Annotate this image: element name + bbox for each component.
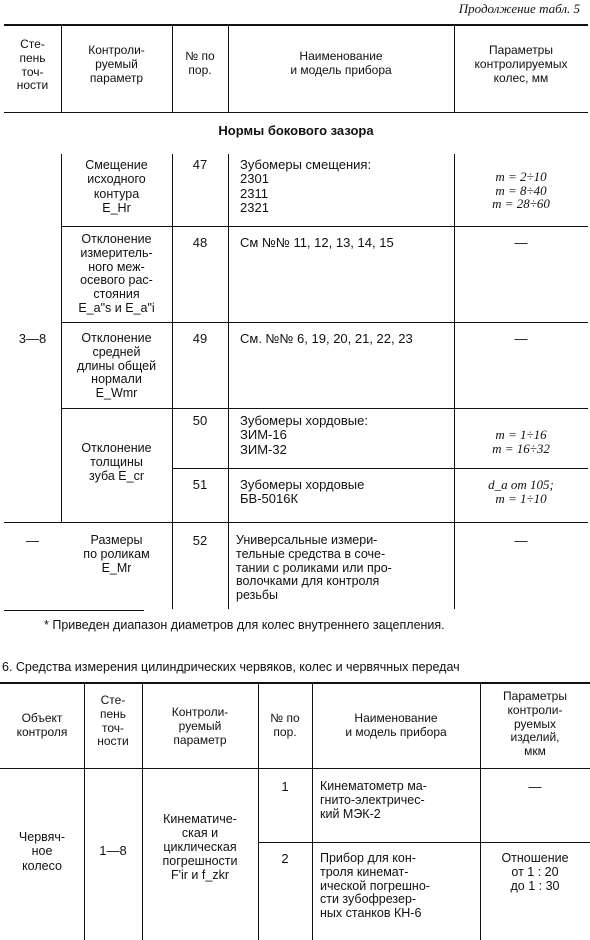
instrument-name: См. №№ 6, 19, 20, 21, 22, 23 (240, 331, 413, 346)
row-separator (61, 226, 588, 227)
table2-row-separator (258, 842, 590, 843)
instrument-name: Универсальные измери- тельные средства в соче- тании с роликами или про- волочками для контроля резьбы (236, 533, 392, 602)
table2-header-rule (0, 768, 590, 769)
degree-value: 3—8 (18, 331, 47, 346)
table1-header-params: Параметры контролируемых колес, мм (474, 43, 568, 85)
table2-header-param: Контроли- руемый параметр (171, 705, 229, 747)
table2-title: 6. Средства измерения цилиндрических червяков, колес и червячных передач (2, 660, 460, 674)
row-number: 51 (192, 477, 208, 492)
table2-header-name: Наименование и модель прибора (345, 711, 447, 739)
table2-header-params: Параметры контроли- руемых изделий, мкм (503, 689, 567, 759)
instrument-name: Зубомеры хордовые БВ-5016К (240, 477, 365, 507)
instrument-name: Прибор для кон- троля кинемат- ической погрешно- сти зубофрезер- ных станков КН-6 (320, 851, 430, 920)
table1-header-param: Контроли- руемый параметр (88, 43, 145, 85)
row-separator (4, 522, 588, 523)
row-number: 47 (192, 157, 208, 172)
row-number: 48 (192, 235, 208, 250)
instrument-params: d_a от 105; m = 1÷10 (488, 477, 554, 506)
table1-header-rule (4, 112, 588, 113)
section-title: Нормы бокового зазора (218, 123, 374, 138)
instrument-params: — (514, 331, 528, 346)
table1-header-number: № по пор. (185, 49, 215, 77)
param-text: Отклонение средней длины общей нормали E_Wmr (76, 331, 157, 400)
instrument-params: m = 2÷10 m = 8÷40 m = 28÷60 (492, 169, 550, 212)
param-text: Отклонение толщины зуба E_cr (81, 441, 152, 483)
instrument-name: Зубомеры смещения: 2301 2311 2321 (240, 157, 372, 215)
instrument-name: Кинематометр ма- гнито-электричес- кий МЭК-2 (320, 779, 427, 821)
degree-value: — (26, 533, 39, 548)
instrument-params: — (528, 779, 542, 794)
table2-header-object: Объект контроля (16, 711, 68, 739)
instrument-params: — (514, 533, 528, 548)
continuation-label: Продолжение табл. 5 (458, 1, 580, 16)
table2-header-degree: Сте- пень точ- ности (97, 693, 129, 749)
table1-body-vline (228, 154, 229, 609)
table1-top-rule (4, 24, 588, 26)
object-name: Червяч- ное колесо (18, 830, 66, 873)
row-number: 50 (192, 413, 208, 428)
row-number: 2 (281, 851, 289, 866)
row-number: 49 (192, 331, 208, 346)
param-text: Размеры по роликам E_Mr (83, 533, 150, 575)
footnote-rule (4, 610, 144, 611)
table2-top-rule (0, 682, 590, 684)
degree-value: 1—8 (99, 843, 127, 858)
param-text: Отклонение измеритель- ного меж- осевого рас- стояния E_a"s и E_a"i (78, 232, 155, 315)
table2-header-number: № по пор. (270, 711, 300, 739)
footnote: * Приведен диапазон диаметров для колес внутреннего зацепления. (44, 618, 445, 632)
row-separator (61, 322, 588, 323)
instrument-name: См №№ 11, 12, 13, 14, 15 (240, 235, 394, 250)
row-separator (61, 408, 588, 409)
row-separator (172, 468, 588, 469)
table1-header-degree: Сте- пень точ- ности (16, 37, 49, 93)
instrument-params: — (514, 235, 528, 250)
instrument-name: Зубомеры хордовые: ЗИМ-16 ЗИМ-32 (240, 413, 368, 457)
instrument-params: m = 1÷16 m = 16÷32 (492, 427, 550, 456)
param-text: Смещение исходного контура E_Hr (85, 158, 148, 216)
row-number: 52 (192, 533, 208, 548)
row-number: 1 (281, 779, 289, 794)
param-text: Кинематиче- ская и циклическая погрешности F'ir и f_zkr (162, 812, 238, 882)
table1-header-name: Наименование и модель прибора (290, 49, 392, 77)
instrument-params: Отношение от 1 : 20 до 1 : 30 (501, 851, 569, 893)
